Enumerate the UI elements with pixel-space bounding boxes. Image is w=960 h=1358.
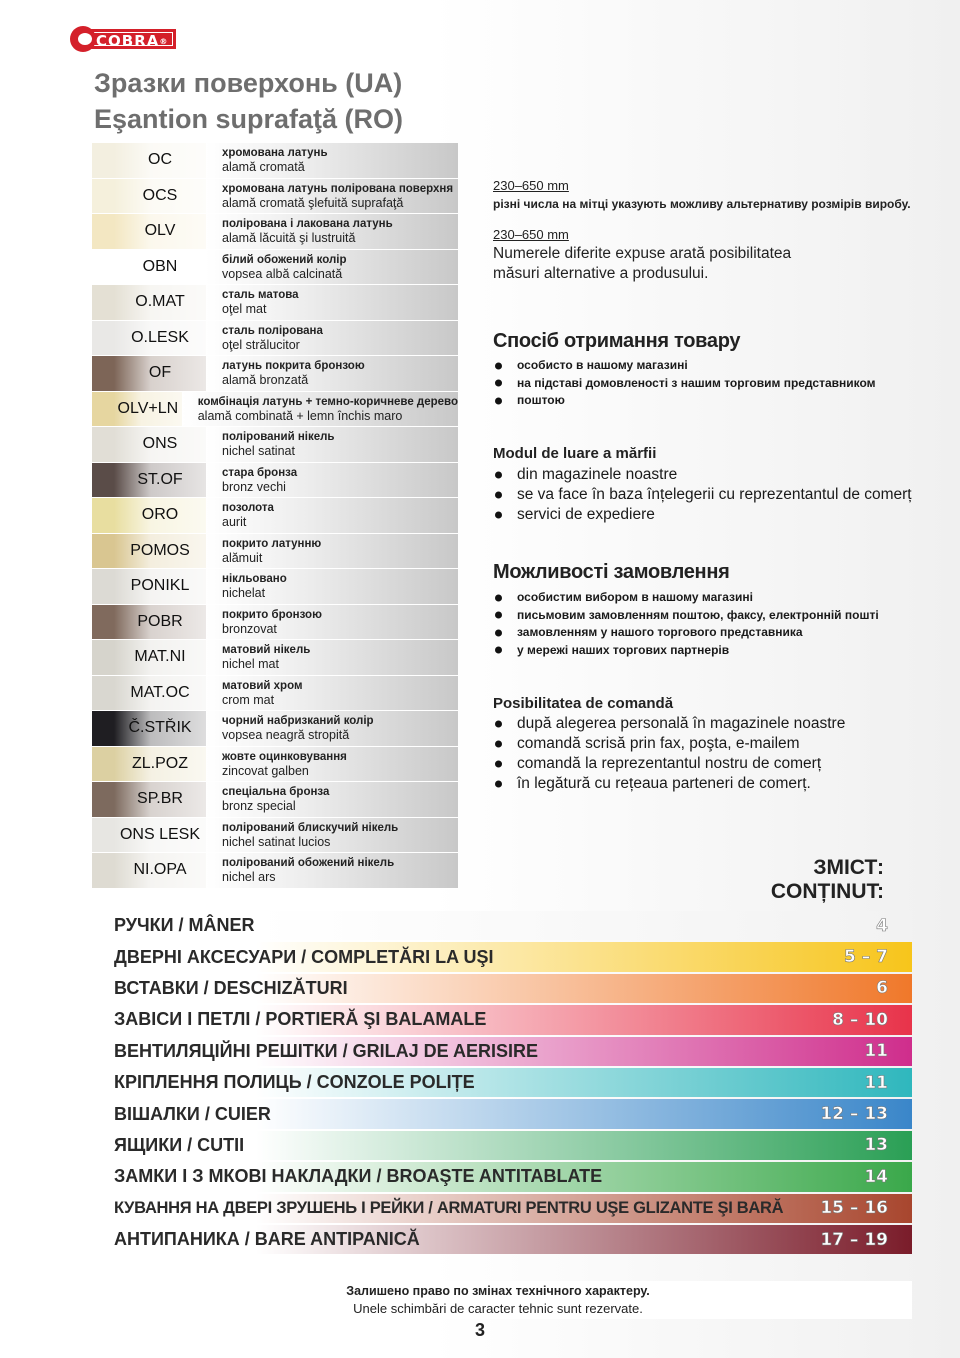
- swatch-name-ro: alamă cromată şlefuită suprafaţă: [222, 195, 404, 210]
- swatch-name-ro: oţel strălucitor: [222, 337, 300, 352]
- toc-label: ВІШАЛКИ / CUIER: [114, 1103, 271, 1124]
- swatch-name-ro: zincovat galben: [222, 763, 309, 778]
- order-section-ua: [493, 561, 923, 659]
- swatch-description: [206, 214, 458, 249]
- swatch-sample: [92, 818, 206, 853]
- size-note-ua: різні числа на мітці указують можливу альтернативу розмірів виробу.: [493, 197, 911, 211]
- swatch-code: MAT.OC: [114, 676, 206, 711]
- logo-c-icon: [70, 26, 96, 52]
- swatch-description: [206, 569, 458, 604]
- page-title-ua: Зразки поверхонь (UA): [94, 68, 403, 98]
- swatch-name-ua: латунь покрита бронзою: [222, 360, 365, 372]
- swatch-row: [92, 605, 458, 641]
- footer-note-ua: Залишено право по змінах технічного характеру.: [346, 1284, 650, 1298]
- swatch-row: [92, 818, 458, 854]
- swatch-name-ua: сталь полірована: [222, 324, 323, 337]
- swatch-color: [92, 747, 114, 782]
- swatch-color: [92, 321, 114, 356]
- toc-label: ЯЩИКИ / CUTII: [114, 1134, 245, 1155]
- obtain-section-ro: [493, 445, 923, 525]
- toc-pages: 11: [864, 1072, 888, 1093]
- swatch-sample: [92, 534, 206, 569]
- swatch-name-ua: полірований блискучий нікель: [222, 821, 399, 834]
- swatch-color: [92, 534, 114, 569]
- swatch-row: [92, 463, 458, 499]
- swatch-color: [92, 782, 114, 817]
- swatch-code: ONS LESK: [114, 818, 206, 853]
- swatch-description: [206, 356, 458, 391]
- brand-name: COBRA: [96, 32, 160, 50]
- cobra-logo: [70, 26, 176, 52]
- list-item: după alegerea personală în magazinele noastre: [493, 714, 923, 734]
- footer-note: [84, 1281, 912, 1319]
- swatch-name-ro: nichel satinat lucios: [222, 834, 331, 849]
- swatch-name-ua: білий обожений колір: [222, 253, 347, 266]
- swatch-code: MAT.NI: [114, 640, 206, 675]
- order-heading-ua: Можливості замовлення: [493, 561, 730, 583]
- size-info: [493, 178, 923, 284]
- swatch-sample: [92, 321, 206, 356]
- swatch-code: POMOS: [114, 534, 206, 569]
- list-item: особисто в нашому магазині: [493, 357, 923, 375]
- toc-row[interactable]: [92, 1224, 912, 1255]
- swatch-row: [92, 711, 458, 747]
- order-list-ua: [493, 589, 923, 659]
- toc-label: ЗАМКИ І З МКОВІ НАКЛАДКИ / BROAŞTE ANTITABLATE: [114, 1166, 603, 1187]
- swatch-name-ro: vopsea albă calcinată: [222, 266, 343, 281]
- swatch-description: [206, 640, 458, 675]
- swatch-code: SP.BR: [114, 782, 206, 817]
- toc-label: ВСТАВКИ / DESCHIZĂTURI: [114, 977, 348, 998]
- swatch-name-ua: нікльовано: [222, 573, 287, 585]
- toc-label: ДВЕРНІ АКСЕСУАРИ / COMPLETĂRI LA UŞI: [114, 946, 494, 967]
- swatch-code: O.LESK: [114, 321, 206, 356]
- swatch-code: PONIKL: [114, 569, 206, 604]
- table-of-contents: [92, 910, 912, 1255]
- list-item: у мережі наших торгових партнерів: [493, 642, 923, 660]
- swatch-description: [206, 747, 458, 782]
- swatch-sample: [92, 143, 206, 178]
- obtain-list-ua: [493, 357, 923, 410]
- swatch-sample: [92, 747, 206, 782]
- swatch-description: [206, 711, 458, 746]
- list-item: поштою: [493, 392, 923, 410]
- swatch-code: ZL.POZ: [114, 747, 206, 782]
- swatch-name-ua: полірована і лакована латунь: [222, 218, 393, 230]
- swatch-color: [92, 285, 114, 320]
- order-heading-ro: Posibilitatea de comandă: [493, 695, 674, 712]
- toc-pages: 14: [864, 1166, 888, 1187]
- swatch-row: [92, 179, 458, 215]
- swatch-code: NI.OPA: [114, 853, 206, 888]
- swatch-description: [206, 427, 458, 462]
- swatch-name-ua: покрито бронзою: [222, 608, 322, 621]
- toc-pages: 5 – 7: [844, 947, 888, 968]
- swatch-sample: [92, 179, 206, 214]
- swatch-description: [206, 143, 458, 178]
- list-item: на підставі домовленості з нашим торговим представником: [493, 375, 923, 393]
- swatch-sample: [92, 427, 206, 462]
- swatch-row: [92, 392, 458, 428]
- swatch-color: [92, 605, 114, 640]
- swatch-name-ro: alamă lăcuită şi lustruită: [222, 231, 356, 245]
- swatch-sample: [92, 605, 206, 640]
- swatch-sample: [92, 356, 206, 391]
- toc-row[interactable]: [92, 941, 912, 972]
- swatch-description: [206, 853, 458, 888]
- list-item: особистим вибором в нашому магазині: [493, 589, 923, 607]
- toc-row[interactable]: [92, 973, 912, 1004]
- swatch-sample: [92, 285, 206, 320]
- swatch-sample: [92, 676, 206, 711]
- swatch-color: [92, 356, 114, 391]
- toc-pages: 12 – 13: [820, 1104, 888, 1125]
- swatch-code: OLV+LN: [114, 392, 182, 427]
- swatch-code: OBN: [114, 250, 206, 285]
- swatch-code: ST.OF: [114, 463, 206, 498]
- swatch-code: ORO: [114, 498, 206, 533]
- swatch-row: [92, 676, 458, 712]
- toc-label: ЗАВІСИ І ПЕТЛІ / PORTIERĂ ŞI BALAMALE: [114, 1009, 487, 1030]
- swatch-description: [206, 463, 458, 498]
- swatch-sample: [92, 392, 182, 427]
- swatch-sample: [92, 853, 206, 888]
- toc-label: КУВАННЯ НА ДВЕРІ ЗРУШЕНЬ І РЕЙКИ / ARMATURI PENTRU UŞE GLIZANTE ŞI BARĂ: [114, 1198, 784, 1217]
- swatch-row: [92, 356, 458, 392]
- swatch-row: [92, 569, 458, 605]
- swatch-code: POBR: [114, 605, 206, 640]
- swatch-row: [92, 747, 458, 783]
- contents-heading: [771, 856, 884, 904]
- swatch-name-ua: спеціальна бронза: [222, 786, 330, 798]
- size-range-1: 230–650 mm: [493, 178, 569, 193]
- swatch-color: [92, 427, 114, 462]
- swatch-name-ua: сталь матова: [222, 289, 299, 301]
- swatch-name-ro: bronzovat: [222, 621, 277, 636]
- swatch-name-ro: nichel mat: [222, 657, 279, 671]
- toc-label: КРІПЛЕННЯ ПОЛИЦЬ / CONZOLE POLIȚE: [114, 1072, 475, 1093]
- toc-row[interactable]: [92, 1161, 912, 1192]
- swatch-color: [92, 498, 114, 533]
- swatch-name-ro: nichelat: [222, 586, 266, 600]
- swatch-description: [182, 392, 458, 427]
- swatch-name-ro: aurit: [222, 515, 247, 529]
- footer-note-ro: Unele schimbări de caracter tehnic sunt rezervate.: [353, 1301, 643, 1316]
- swatch-sample: [92, 250, 206, 285]
- swatch-code: OC: [114, 143, 206, 178]
- obtain-section-ua: [493, 330, 923, 410]
- swatch-sample: [92, 711, 206, 746]
- swatch-code: OLV: [114, 214, 206, 249]
- list-item: письмовим замовленням поштою, факсу, електронній пошті: [493, 607, 923, 625]
- list-item: în legătură cu rețeaua parteneri de comerț.: [493, 774, 923, 794]
- swatch-description: [206, 179, 458, 214]
- toc-row[interactable]: [92, 1067, 912, 1098]
- swatch-name-ro: bronz vechi: [222, 479, 286, 494]
- obtain-heading-ro: Modul de luare a mărfii: [493, 445, 657, 462]
- swatch-name-ua: жовте оцинковування: [222, 750, 347, 763]
- swatch-color: [92, 250, 114, 285]
- toc-row[interactable]: [92, 1036, 912, 1067]
- swatch-color: [92, 818, 114, 853]
- toc-row[interactable]: [92, 1130, 912, 1161]
- swatch-row: [92, 640, 458, 676]
- list-item: servici de expediere: [493, 505, 923, 525]
- swatch-name-ua: полірований обожений нікель: [222, 857, 395, 869]
- swatch-sample: [92, 569, 206, 604]
- swatch-name-ro: vopsea neagră stropită: [222, 728, 350, 742]
- swatch-row: [92, 321, 458, 357]
- swatch-name-ua: хромована латунь полірована поверхня: [222, 182, 454, 195]
- toc-pages: 8 – 10: [832, 1009, 888, 1030]
- toc-row[interactable]: [92, 1004, 912, 1035]
- swatch-name-ro: bronz special: [222, 799, 296, 813]
- swatch-name-ro: nichel satinat: [222, 444, 295, 458]
- swatch-name-ua: матовий хром: [222, 679, 303, 692]
- list-item: se va face în baza înțelegerii cu reprezentantul de comerț: [493, 485, 923, 505]
- size-note-ro-1: Numerele diferite expuse arată posibilitatea: [493, 245, 792, 262]
- page-title-ro: Eşantion suprafaţă (RO): [94, 104, 404, 134]
- swatch-color: [92, 214, 114, 249]
- swatch-sample: [92, 782, 206, 817]
- toc-pages: 6: [876, 978, 888, 999]
- size-note-ro-2: măsuri alternative a produsului.: [493, 265, 709, 282]
- swatch-row: [92, 853, 458, 889]
- swatch-description: [206, 285, 458, 320]
- swatch-description: [206, 534, 458, 569]
- order-section-ro: [493, 695, 923, 794]
- swatch-description: [206, 676, 458, 711]
- swatch-description: [206, 605, 458, 640]
- swatch-code: ONS: [114, 427, 206, 462]
- obtain-list-ro: [493, 465, 923, 525]
- swatch-color: [92, 463, 114, 498]
- swatch-sample: [92, 640, 206, 675]
- swatch-color: [92, 853, 114, 888]
- swatch-name-ua: чорний набризканий колір: [222, 715, 374, 727]
- size-range-2: 230–650 mm: [493, 227, 569, 242]
- toc-pages: 17 – 19: [820, 1229, 888, 1250]
- swatch-code: OF: [114, 356, 206, 391]
- toc-label: ВЕНТИЛЯЦІЙНІ РЕШІТКИ / GRILAJ DE AERISIRE: [114, 1040, 538, 1061]
- list-item: comandă scrisă prin fax, poşta, e-mailem: [493, 734, 923, 754]
- swatch-row: [92, 250, 458, 286]
- swatch-name-ro: alămuit: [222, 550, 263, 565]
- swatch-description: [206, 321, 458, 356]
- toc-pages: 11: [864, 1041, 888, 1062]
- swatch-row: [92, 498, 458, 534]
- swatch-color: [92, 392, 114, 427]
- swatch-color: [92, 711, 114, 746]
- swatch-name-ro: nichel ars: [222, 870, 276, 884]
- swatch-name-ro: alamă bronzată: [222, 373, 309, 387]
- swatch-sample: [92, 498, 206, 533]
- page-number: 3: [474, 1320, 485, 1340]
- swatch-name-ua: позолота: [222, 502, 274, 514]
- toc-row[interactable]: [92, 1193, 912, 1224]
- swatch-row: [92, 427, 458, 463]
- toc-pages: 13: [864, 1135, 888, 1156]
- toc-label: АНТИПАНИКА / BARE ANTIPANICĂ: [114, 1229, 420, 1250]
- contents-heading-ua: ЗМІСТ:: [813, 856, 884, 879]
- toc-row[interactable]: [92, 1098, 912, 1129]
- swatch-name-ro: alamă cromată: [222, 160, 305, 174]
- list-item: din magazinele noastre: [493, 465, 923, 485]
- swatch-color: [92, 676, 114, 711]
- swatch-description: [206, 250, 458, 285]
- swatch-code: O.MAT: [114, 285, 206, 320]
- swatch-description: [206, 782, 458, 817]
- list-item: comandă la reprezentantul nostru de comerț: [493, 754, 923, 774]
- swatch-color: [92, 143, 114, 178]
- toc-row[interactable]: [92, 910, 912, 941]
- swatch-name-ua: полірований нікель: [222, 431, 335, 443]
- swatch-name-ua: матовий нікель: [222, 644, 311, 656]
- swatch-sample: [92, 214, 206, 249]
- swatch-name-ua: покрито латунню: [222, 537, 322, 550]
- swatch-row: [92, 782, 458, 818]
- swatch-row: [92, 143, 458, 179]
- order-list-ro: [493, 714, 923, 794]
- swatch-name-ua: хромована латунь: [222, 147, 328, 159]
- swatch-name-ua: стара бронза: [222, 466, 298, 479]
- swatch-sample: [92, 463, 206, 498]
- swatch-name-ro: alamă combinată + lemn închis maro: [197, 408, 403, 423]
- toc-pages: 15 – 16: [820, 1198, 888, 1219]
- swatch-color: [92, 569, 114, 604]
- swatch-name-ro: oţel mat: [222, 302, 267, 316]
- toc-pages: 4: [876, 915, 888, 936]
- swatch-row: [92, 214, 458, 250]
- toc-label: РУЧКИ / MÂNER: [114, 915, 255, 936]
- surface-swatch-list: [92, 143, 458, 889]
- swatch-code: OCS: [114, 179, 206, 214]
- obtain-heading-ua: Спосіб отримання товару: [493, 330, 741, 352]
- swatch-row: [92, 534, 458, 570]
- list-item: замовленням у нашого торгового представника: [493, 624, 923, 642]
- swatch-color: [92, 179, 114, 214]
- contents-heading-ro: CONȚINUT:: [770, 880, 884, 903]
- swatch-row: [92, 285, 458, 321]
- brand-reg: ®: [159, 37, 169, 46]
- swatch-color: [92, 640, 114, 675]
- swatch-code: Č.STŘIK: [114, 711, 206, 746]
- swatch-name-ro: crom mat: [222, 692, 275, 707]
- swatch-description: [206, 818, 458, 853]
- swatch-name-ua: комбінація латунь + темно-коричневе дерево: [197, 395, 458, 408]
- swatch-description: [206, 498, 458, 533]
